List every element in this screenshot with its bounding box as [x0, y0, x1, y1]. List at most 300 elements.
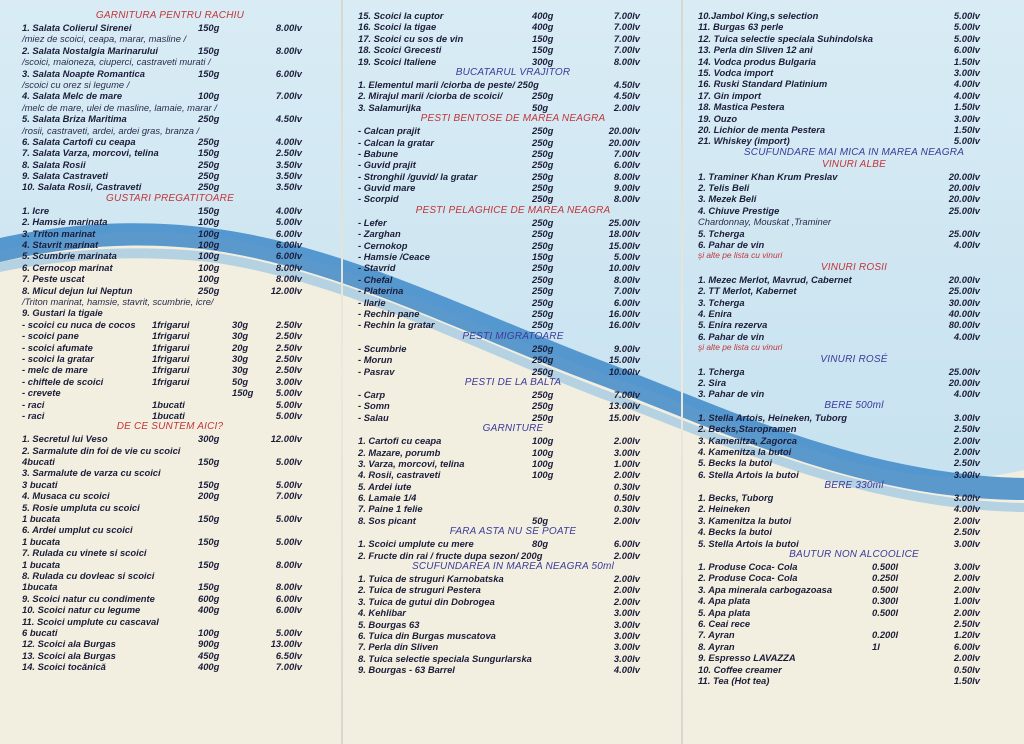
- item-price: 2.50lv: [953, 457, 980, 469]
- menu-item: [0, 205, 340, 216]
- item-name: 3. Salamurijka: [358, 101, 422, 113]
- item-price: 2.50lv: [275, 341, 302, 353]
- item-quantity: 250g: [532, 388, 554, 400]
- item-price: 4.00lv: [953, 78, 980, 90]
- item-price: 2.00lv: [613, 469, 640, 481]
- item-price: 12.00lv: [270, 284, 302, 296]
- item-name: 3. Pahar de vin: [698, 388, 765, 400]
- item-name: - Somn: [358, 400, 390, 412]
- item-quantity: 250g: [532, 411, 554, 423]
- item-name: 6. Cernocop marinat: [22, 261, 113, 273]
- item-name: 7. Peste uscat: [22, 273, 85, 285]
- item-name: 6. Stella Artois la butoi: [698, 468, 799, 480]
- item-price: 4.00lv: [953, 89, 980, 101]
- item-price: 15.00lv: [608, 411, 640, 423]
- menu-item: [0, 627, 340, 638]
- item-quantity: 250g: [198, 135, 220, 147]
- item-name: - Platerina: [358, 285, 404, 297]
- item-name: 2. Telis Beli: [698, 182, 750, 194]
- item-price: 2.00lv: [953, 583, 980, 595]
- item-quantity: 250g: [532, 400, 554, 412]
- section-heading: PESTI MIGRATOARE: [462, 330, 564, 342]
- item-name: - Ilarie: [358, 296, 386, 308]
- menu-item: [0, 445, 340, 456]
- menu-item: [0, 113, 340, 124]
- menu-item: [344, 182, 682, 193]
- menu-column-2: [344, 10, 682, 676]
- section-heading: GARNITURA PENTRU RACHIU: [95, 10, 245, 21]
- item-name: - chiftele de scoici: [22, 375, 104, 387]
- item-price: 9.00lv: [613, 182, 640, 194]
- item-name: - Stronghil /guvid/ la gratar: [358, 170, 478, 182]
- item-price: 25.00lv: [948, 227, 980, 239]
- item-name: 3. Varza, morcovi, telina: [358, 457, 465, 469]
- item-name: 16. Scoici la tigae: [358, 21, 437, 33]
- item-name: - Scorpid: [358, 193, 399, 205]
- item-quantity: 100g: [198, 239, 220, 251]
- item-quantity: 100g: [532, 446, 554, 458]
- menu-item: [0, 342, 340, 353]
- item-name: 9. Gustari la tigaie: [22, 307, 103, 319]
- item-name: 5. Tcherga: [698, 227, 745, 239]
- menu-item: [684, 515, 1024, 526]
- item-price: 4.50lv: [613, 90, 640, 102]
- menu-item: [0, 353, 340, 364]
- item-name: 7. Perla din Sliven: [358, 641, 439, 653]
- menu-item: [344, 641, 682, 652]
- menu-item: [0, 250, 340, 261]
- item-quantity: 250g: [532, 216, 554, 228]
- item-quantity: 400g: [532, 10, 554, 21]
- item-quantity: 150g: [198, 558, 220, 570]
- item-name: 1. Tcherga: [698, 365, 745, 377]
- item-name: 4. Apa plata: [698, 595, 751, 607]
- menu-item: [344, 262, 682, 273]
- item-quantity: 1bucati: [152, 409, 185, 421]
- item-quantity: 1frigarui: [152, 352, 190, 364]
- section-heading: PESTI DE LA BALTA: [464, 376, 562, 388]
- item-price: 8.00lv: [613, 55, 640, 67]
- menu-item: [684, 618, 1024, 629]
- item-price: 7.00lv: [613, 32, 640, 44]
- wine-list-note: şi alte pe lista cu vinuri: [698, 342, 783, 353]
- item-name: 1 bucata: [22, 513, 61, 525]
- item-price: 2.00lv: [953, 445, 980, 457]
- item-name: 20. Lichior de menta Pestera: [698, 123, 826, 135]
- item-name: 11. Burgas 63 perle: [698, 21, 784, 33]
- item-price: 2.00lv: [953, 572, 980, 584]
- menu-item: [684, 457, 1024, 468]
- menu-item: [684, 664, 1024, 675]
- menu-item: [344, 193, 682, 204]
- menu-item: [684, 171, 1024, 182]
- menu-item: [0, 22, 340, 33]
- menu-item: [684, 33, 1024, 44]
- item-grams: 20g: [232, 341, 249, 353]
- section-heading: VINURI ROSÉ: [820, 353, 888, 365]
- item-name: 14. Vodca produs Bulgaria: [698, 55, 816, 67]
- item-price: 13.00lv: [270, 638, 302, 650]
- item-name: 3. Salata Noapte Romantica: [22, 67, 145, 79]
- item-price: 3.50lv: [275, 181, 302, 193]
- menu-item: [684, 182, 1024, 193]
- item-name: 7. Rulada cu vinete si scoici: [22, 547, 147, 559]
- menu-item: [344, 159, 682, 170]
- item-name: 2. Salata Nostalgia Marinarului: [22, 44, 158, 56]
- section-heading: VINURI ROSII: [820, 261, 888, 273]
- item-price: 3.00lv: [953, 561, 980, 573]
- item-price: 2.00lv: [953, 652, 980, 664]
- item-name: 6. Ardei umplut cu scoici: [22, 524, 133, 536]
- item-name: 4. Musaca cu scoici: [22, 490, 110, 502]
- menu-item: [344, 171, 682, 182]
- item-name: 2. Sira: [698, 376, 727, 388]
- item-price: 2.00lv: [613, 573, 640, 585]
- item-quantity: 0.200l: [872, 629, 899, 641]
- menu-item: [344, 354, 682, 365]
- item-quantity: 150g: [198, 456, 220, 468]
- menu-item: [344, 125, 682, 136]
- item-name: 8. Tuica selectie speciala Sungurlarska: [358, 652, 532, 664]
- menu-item: [344, 366, 682, 377]
- item-name: 11. Scoici umplute cu cascaval: [22, 615, 159, 627]
- item-name: - Zarghan: [358, 228, 401, 240]
- item-price: 20.00lv: [948, 273, 980, 285]
- item-quantity: 250g: [532, 239, 554, 251]
- item-name: 4. Kamenitza la butoi: [698, 445, 792, 457]
- menu-item: [344, 343, 682, 354]
- item-quantity: 100g: [198, 273, 220, 285]
- item-price: 16.00lv: [608, 307, 640, 319]
- item-price: 5.00lv: [275, 216, 302, 228]
- item-quantity: 400g: [198, 604, 220, 616]
- item-price: 3.00lv: [953, 112, 980, 124]
- item-quantity: 100g: [532, 457, 554, 469]
- item-price: 5.00lv: [275, 409, 302, 421]
- menu-item: [0, 319, 340, 330]
- item-price: 6.00lv: [953, 44, 980, 56]
- item-name: 1bucata: [22, 581, 58, 593]
- item-quantity: 250g: [198, 158, 220, 170]
- item-quantity: 100g: [198, 227, 220, 239]
- item-price: 7.00lv: [613, 10, 640, 21]
- menu-item: [344, 458, 682, 469]
- item-quantity: 250g: [532, 273, 554, 285]
- item-quantity: 250g: [532, 262, 554, 274]
- item-name: - raci: [22, 409, 45, 421]
- item-name: 1. Elementul marii /ciorba de peste/ 250g: [358, 78, 539, 90]
- item-quantity: 250g: [532, 159, 554, 171]
- item-quantity: 250g: [198, 181, 220, 193]
- item-name: 2. Produse Coca- Cola: [698, 572, 798, 584]
- item-name: 21. Whiskey (import): [698, 135, 790, 147]
- item-name: 2. Becks,Staropramen: [698, 423, 797, 435]
- item-price: 2.50lv: [953, 617, 980, 629]
- item-price: 4.00lv: [613, 664, 640, 676]
- item-grams: 30g: [232, 330, 249, 342]
- section-heading: GUSTARI PREGATITOARE: [106, 192, 234, 204]
- item-price: 5.00lv: [275, 387, 302, 399]
- item-price: 6.00lv: [275, 239, 302, 251]
- menu-item: [0, 433, 340, 444]
- item-name: 14. Scoici tocănică: [22, 661, 106, 673]
- item-description: /scoici, maioneza, ciuperci, castraveti murati /: [22, 56, 211, 68]
- menu-item: [0, 159, 340, 170]
- item-quantity: 150g: [532, 32, 554, 44]
- item-price: 20.00lv: [948, 376, 980, 388]
- item-name: 8. Micul dejun lui Neptun: [22, 284, 133, 296]
- item-name: 11. Tea (Hot tea): [698, 674, 770, 686]
- item-price: 3.00lv: [613, 652, 640, 664]
- item-price: 2.00lv: [953, 606, 980, 618]
- menu-item: [344, 435, 682, 446]
- item-name: 12. Scoici ala Burgas: [22, 638, 116, 650]
- menu-item: [684, 572, 1024, 583]
- item-price: 0.50lv: [953, 663, 980, 675]
- item-name: - Salau: [358, 411, 389, 423]
- item-quantity: 100g: [532, 469, 554, 481]
- item-quantity: 150g: [532, 44, 554, 56]
- item-name: 4. Enira: [698, 307, 732, 319]
- item-name: 5. Bourgas 63: [358, 618, 420, 630]
- item-price: 2.50lv: [275, 352, 302, 364]
- item-price: 20.00lv: [948, 170, 980, 182]
- item-quantity: 100g: [198, 261, 220, 273]
- item-price: 8.00lv: [275, 44, 302, 56]
- item-quantity: 150g: [198, 22, 220, 33]
- item-name: 5. Rosie umpluta cu scoici: [22, 501, 140, 513]
- menu-item: [344, 274, 682, 285]
- item-price: 6.50lv: [275, 649, 302, 661]
- menu-item: [0, 616, 340, 627]
- item-name: - scoici afumate: [22, 341, 93, 353]
- menu-item: [344, 481, 682, 492]
- item-name: 1. Traminer Khan Krum Preslav: [698, 170, 838, 182]
- menu-item: [0, 479, 340, 490]
- item-quantity: 80g: [532, 538, 549, 550]
- item-price: 2.50lv: [275, 364, 302, 376]
- menu-item: [684, 44, 1024, 55]
- item-price: 3.00lv: [613, 641, 640, 653]
- item-price: 5.00lv: [275, 535, 302, 547]
- item-price: 2.00lv: [613, 514, 640, 526]
- item-name: 7. Salata Varza, morcovi, telina: [22, 147, 159, 159]
- menu-item: [684, 297, 1024, 308]
- item-name: - Chefal: [358, 273, 393, 285]
- menu-item: [0, 239, 340, 250]
- item-price: 8.00lv: [275, 273, 302, 285]
- item-price: 3.00lv: [953, 492, 980, 504]
- menu-item: [684, 228, 1024, 239]
- item-price: 7.00lv: [275, 661, 302, 673]
- menu-item: [344, 630, 682, 641]
- item-name: - Calcan prajit: [358, 125, 420, 137]
- item-price: 80.00lv: [948, 319, 980, 331]
- item-price: 5.00lv: [613, 251, 640, 263]
- item-quantity: 250g: [532, 319, 554, 331]
- item-name: 15. Vodca import: [698, 66, 774, 78]
- menu-item: [0, 285, 340, 296]
- item-name: 16. Ruski Standard Platinium: [698, 78, 828, 90]
- item-name: - Hamsie /Ceace: [358, 251, 430, 263]
- item-quantity: 0.300l: [872, 595, 899, 607]
- item-name: 3. Mezek Beli: [698, 193, 757, 205]
- menu-item: [344, 217, 682, 228]
- section-heading: GARNITURE: [482, 423, 544, 435]
- item-price: 13.00lv: [608, 400, 640, 412]
- item-quantity: 150g: [198, 67, 220, 79]
- item-quantity: 150g: [198, 204, 220, 216]
- item-price: 3.50lv: [275, 158, 302, 170]
- item-price: 8.00lv: [275, 22, 302, 33]
- item-name: 1. Produse Coca- Cola: [698, 561, 798, 573]
- item-quantity: 250g: [532, 147, 554, 159]
- item-quantity: 1frigarui: [152, 318, 190, 330]
- item-price: 4.50lv: [275, 113, 302, 125]
- menu-item: [0, 661, 340, 672]
- menu-item: [344, 44, 682, 55]
- menu-item: [684, 538, 1024, 549]
- item-name: 6. Lamaie 1/4: [358, 492, 417, 504]
- menu-item: [684, 135, 1024, 146]
- item-quantity: 400g: [198, 661, 220, 673]
- item-name: 3. Kamenitza la butoi: [698, 514, 792, 526]
- item-name: 8. Salata Rosii: [22, 158, 86, 170]
- menu-item: [344, 653, 682, 664]
- item-price: 0.50lv: [613, 492, 640, 504]
- item-name: 7. Paine 1 felie: [358, 503, 423, 515]
- menu-item: [0, 399, 340, 410]
- item-quantity: 100g: [198, 90, 220, 102]
- item-name: 3. Apa minerala carbogazoasa: [698, 583, 833, 595]
- item-price: 5.00lv: [275, 456, 302, 468]
- item-name: 15. Scoici la cuptor: [358, 10, 444, 21]
- item-price: 4.00lv: [953, 330, 980, 342]
- item-quantity: 150g: [198, 147, 220, 159]
- menu-item: [0, 410, 340, 421]
- item-price: 6.00lv: [613, 538, 640, 550]
- item-name: 4. Rosii, castraveti: [358, 469, 441, 481]
- item-price: 5.00lv: [953, 135, 980, 147]
- menu-item: [0, 547, 340, 558]
- item-name: 4. Salata Melc de mare: [22, 90, 123, 102]
- menu-item: [0, 387, 340, 398]
- item-name: - Babune: [358, 147, 399, 159]
- menu-item: [684, 124, 1024, 135]
- item-quantity: 150g: [198, 478, 220, 490]
- item-price: 5.00lv: [275, 626, 302, 638]
- menu-item: [0, 216, 340, 227]
- item-name: 4. Becks la butoi: [698, 526, 772, 538]
- section-heading: SCUFUNDAREA IN MAREA NEAGRA 50ml: [412, 561, 614, 573]
- item-quantity: 900g: [198, 638, 220, 650]
- menu-item: [684, 526, 1024, 537]
- item-quantity: 300g: [532, 55, 554, 67]
- item-name: 4bucati: [22, 456, 55, 468]
- menu-item: [0, 559, 340, 570]
- section-heading: FARA ASTA NU SE POATE: [449, 526, 577, 538]
- item-price: 2.00lv: [953, 434, 980, 446]
- item-name: 6 bucati: [22, 626, 58, 638]
- menu-item: [344, 469, 682, 480]
- menu-item: [344, 664, 682, 675]
- menu-item: [0, 524, 340, 535]
- menu-item: [344, 148, 682, 159]
- item-price: 1.50lv: [953, 101, 980, 113]
- menu-item: [344, 584, 682, 595]
- item-name: - Lefer: [358, 216, 387, 228]
- item-description: /melc de mare, ulei de masline, lamaie, marar /: [22, 101, 217, 113]
- item-name: 9. Salata Castraveti: [22, 170, 108, 182]
- item-price: 20.00lv: [608, 136, 640, 148]
- item-name: 1. Tuica de struguri Karnobatska: [358, 573, 504, 585]
- menu-item: [0, 570, 340, 581]
- item-name: 8. Ayran: [698, 640, 735, 652]
- menu-item: [344, 447, 682, 458]
- item-quantity: 50g: [532, 514, 549, 526]
- item-name: - melc de mare: [22, 364, 88, 376]
- section-heading: BERE 330ml: [824, 480, 884, 492]
- item-name: - crevete: [22, 387, 61, 399]
- item-name: 5. Stella Artois la butoi: [698, 537, 799, 549]
- item-price: 6.00lv: [275, 67, 302, 79]
- section-heading: BUCATARUL VRAJITOR: [455, 66, 571, 78]
- item-quantity: 100g: [198, 626, 220, 638]
- menu-item: [0, 638, 340, 649]
- menu-item: [684, 584, 1024, 595]
- menu-item: [0, 364, 340, 375]
- item-quantity: 150g: [198, 581, 220, 593]
- menu-item: [684, 319, 1024, 330]
- item-name: 3. Sarmalute de varza cu scoici: [22, 467, 161, 479]
- item-price: 15.00lv: [608, 239, 640, 251]
- menu-item: [684, 78, 1024, 89]
- menu-item: [684, 675, 1024, 686]
- menu-item: [0, 502, 340, 513]
- menu-item: [684, 423, 1024, 434]
- menu-item: [344, 137, 682, 148]
- item-quantity: 250g: [532, 342, 554, 354]
- item-name: - Guvid prajit: [358, 159, 416, 171]
- menu-item: [0, 467, 340, 478]
- menu-item: [684, 239, 1024, 250]
- item-name: 3 bucati: [22, 478, 58, 490]
- menu-item: [344, 10, 682, 21]
- item-name: 6. Pahar de vin: [698, 239, 765, 251]
- item-quantity: 150g: [198, 513, 220, 525]
- item-description: /scoici cu orez si legume /: [22, 78, 130, 90]
- item-name: 3. Kamenitza, Zagorca: [698, 434, 797, 446]
- item-price: 8.00lv: [613, 193, 640, 205]
- item-quantity: 250g: [532, 182, 554, 194]
- menu-item: [684, 56, 1024, 67]
- item-price: 1.50lv: [953, 55, 980, 67]
- item-quantity: 250g: [532, 285, 554, 297]
- menu-item: [684, 412, 1024, 423]
- item-grams: 50g: [232, 375, 249, 387]
- menu-item: [684, 641, 1024, 652]
- item-price: 3.00lv: [613, 618, 640, 630]
- menu-item: [0, 536, 340, 547]
- item-name: 1. Salata Colierul Sirenei: [22, 22, 132, 33]
- menu-item: [344, 492, 682, 503]
- menu-item: [0, 68, 340, 79]
- menu-column-3: [684, 10, 1024, 686]
- item-quantity: 250g: [532, 296, 554, 308]
- menu-item: [0, 136, 340, 147]
- item-name: 1 bucata: [22, 558, 61, 570]
- item-name: 12. Tuica selectie speciala Suhindolska: [698, 32, 873, 44]
